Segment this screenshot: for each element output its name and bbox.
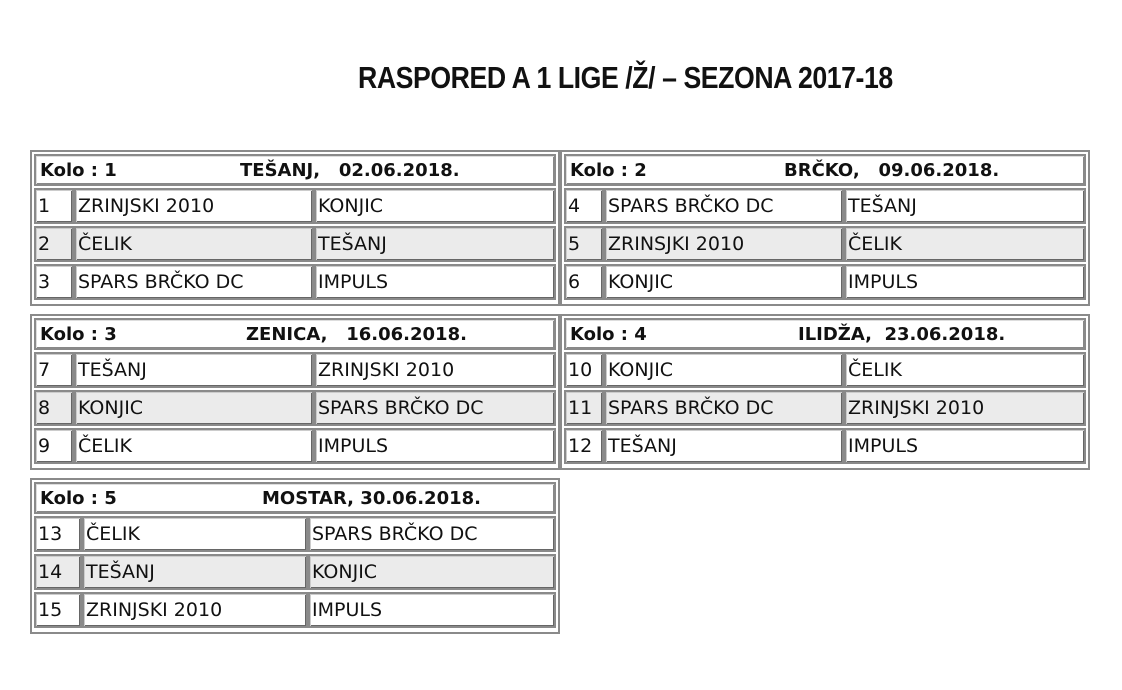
match-row	[34, 554, 556, 590]
round-venue-date: BRČKO, 09.06.2018.	[784, 160, 1000, 181]
match-row	[34, 352, 556, 388]
home-team: KONJIC	[74, 390, 314, 426]
match-number: 13	[34, 516, 82, 552]
away-team: KONJIC	[314, 188, 556, 224]
home-team: ČELIK	[82, 516, 308, 552]
home-team: TEŠANJ	[604, 428, 844, 464]
round-label: Kolo : 2	[570, 160, 647, 181]
away-team: SPARS BRČKO DC	[314, 390, 556, 426]
round-header	[34, 318, 556, 350]
match-number: 2	[34, 226, 74, 262]
round-label: Kolo : 5	[40, 488, 117, 509]
away-team: ČELIK	[844, 352, 1086, 388]
match-row	[34, 592, 556, 628]
round-table-1	[30, 150, 560, 306]
round-header	[564, 318, 1086, 350]
match-row	[564, 352, 1086, 388]
home-team: SPARS BRČKO DC	[604, 188, 844, 224]
away-team: IMPULS	[314, 264, 556, 300]
round-header	[34, 482, 556, 514]
home-team: ZRINSJKI 2010	[604, 226, 844, 262]
match-row	[34, 516, 556, 552]
match-number: 9	[34, 428, 74, 464]
match-row	[34, 188, 556, 224]
away-team: SPARS BRČKO DC	[308, 516, 556, 552]
round-venue-date: ILIDŽA, 23.06.2018.	[798, 324, 1006, 345]
round-table-5	[30, 478, 560, 634]
round-table-3	[30, 314, 560, 470]
home-team: SPARS BRČKO DC	[604, 390, 844, 426]
page-title: RASPORED A 1 LIGE /Ž/ – SEZONA 2017-18	[358, 60, 893, 95]
away-team: IMPULS	[844, 428, 1086, 464]
round-venue-date: TEŠANJ, 02.06.2018.	[240, 160, 460, 181]
away-team: TEŠANJ	[314, 226, 556, 262]
match-number: 15	[34, 592, 82, 628]
match-row	[34, 428, 556, 464]
match-number: 1	[34, 188, 74, 224]
round-header	[34, 154, 556, 186]
match-row	[564, 428, 1086, 464]
match-number: 10	[564, 352, 604, 388]
match-number: 5	[564, 226, 604, 262]
home-team: ČELIK	[74, 428, 314, 464]
match-row	[564, 390, 1086, 426]
match-number: 6	[564, 264, 604, 300]
match-number: 14	[34, 554, 82, 590]
away-team: IMPULS	[844, 264, 1086, 300]
match-number: 8	[34, 390, 74, 426]
match-number: 4	[564, 188, 604, 224]
match-row	[34, 390, 556, 426]
away-team: TEŠANJ	[844, 188, 1086, 224]
away-team: IMPULS	[314, 428, 556, 464]
home-team: TEŠANJ	[74, 352, 314, 388]
match-number: 12	[564, 428, 604, 464]
match-number: 7	[34, 352, 74, 388]
away-team: ZRINJSKI 2010	[314, 352, 556, 388]
away-team: IMPULS	[308, 592, 556, 628]
round-table-2	[560, 150, 1090, 306]
home-team: ZRINJSKI 2010	[82, 592, 308, 628]
round-venue-date: ZENICA, 16.06.2018.	[246, 324, 467, 345]
home-team: TEŠANJ	[82, 554, 308, 590]
home-team: KONJIC	[604, 264, 844, 300]
round-venue-date: MOSTAR, 30.06.2018.	[262, 488, 481, 509]
home-team: KONJIC	[604, 352, 844, 388]
home-team: ZRINJSKI 2010	[74, 188, 314, 224]
match-row	[34, 264, 556, 300]
match-row	[564, 188, 1086, 224]
round-label: Kolo : 3	[40, 324, 117, 345]
round-table-4	[560, 314, 1090, 470]
match-row	[564, 226, 1086, 262]
match-number: 3	[34, 264, 74, 300]
match-row	[34, 226, 556, 262]
away-team: ČELIK	[844, 226, 1086, 262]
home-team: SPARS BRČKO DC	[74, 264, 314, 300]
round-label: Kolo : 1	[40, 160, 117, 181]
home-team: ČELIK	[74, 226, 314, 262]
match-row	[564, 264, 1086, 300]
away-team: KONJIC	[308, 554, 556, 590]
round-header	[564, 154, 1086, 186]
match-number: 11	[564, 390, 604, 426]
round-label: Kolo : 4	[570, 324, 647, 345]
away-team: ZRINJSKI 2010	[844, 390, 1086, 426]
